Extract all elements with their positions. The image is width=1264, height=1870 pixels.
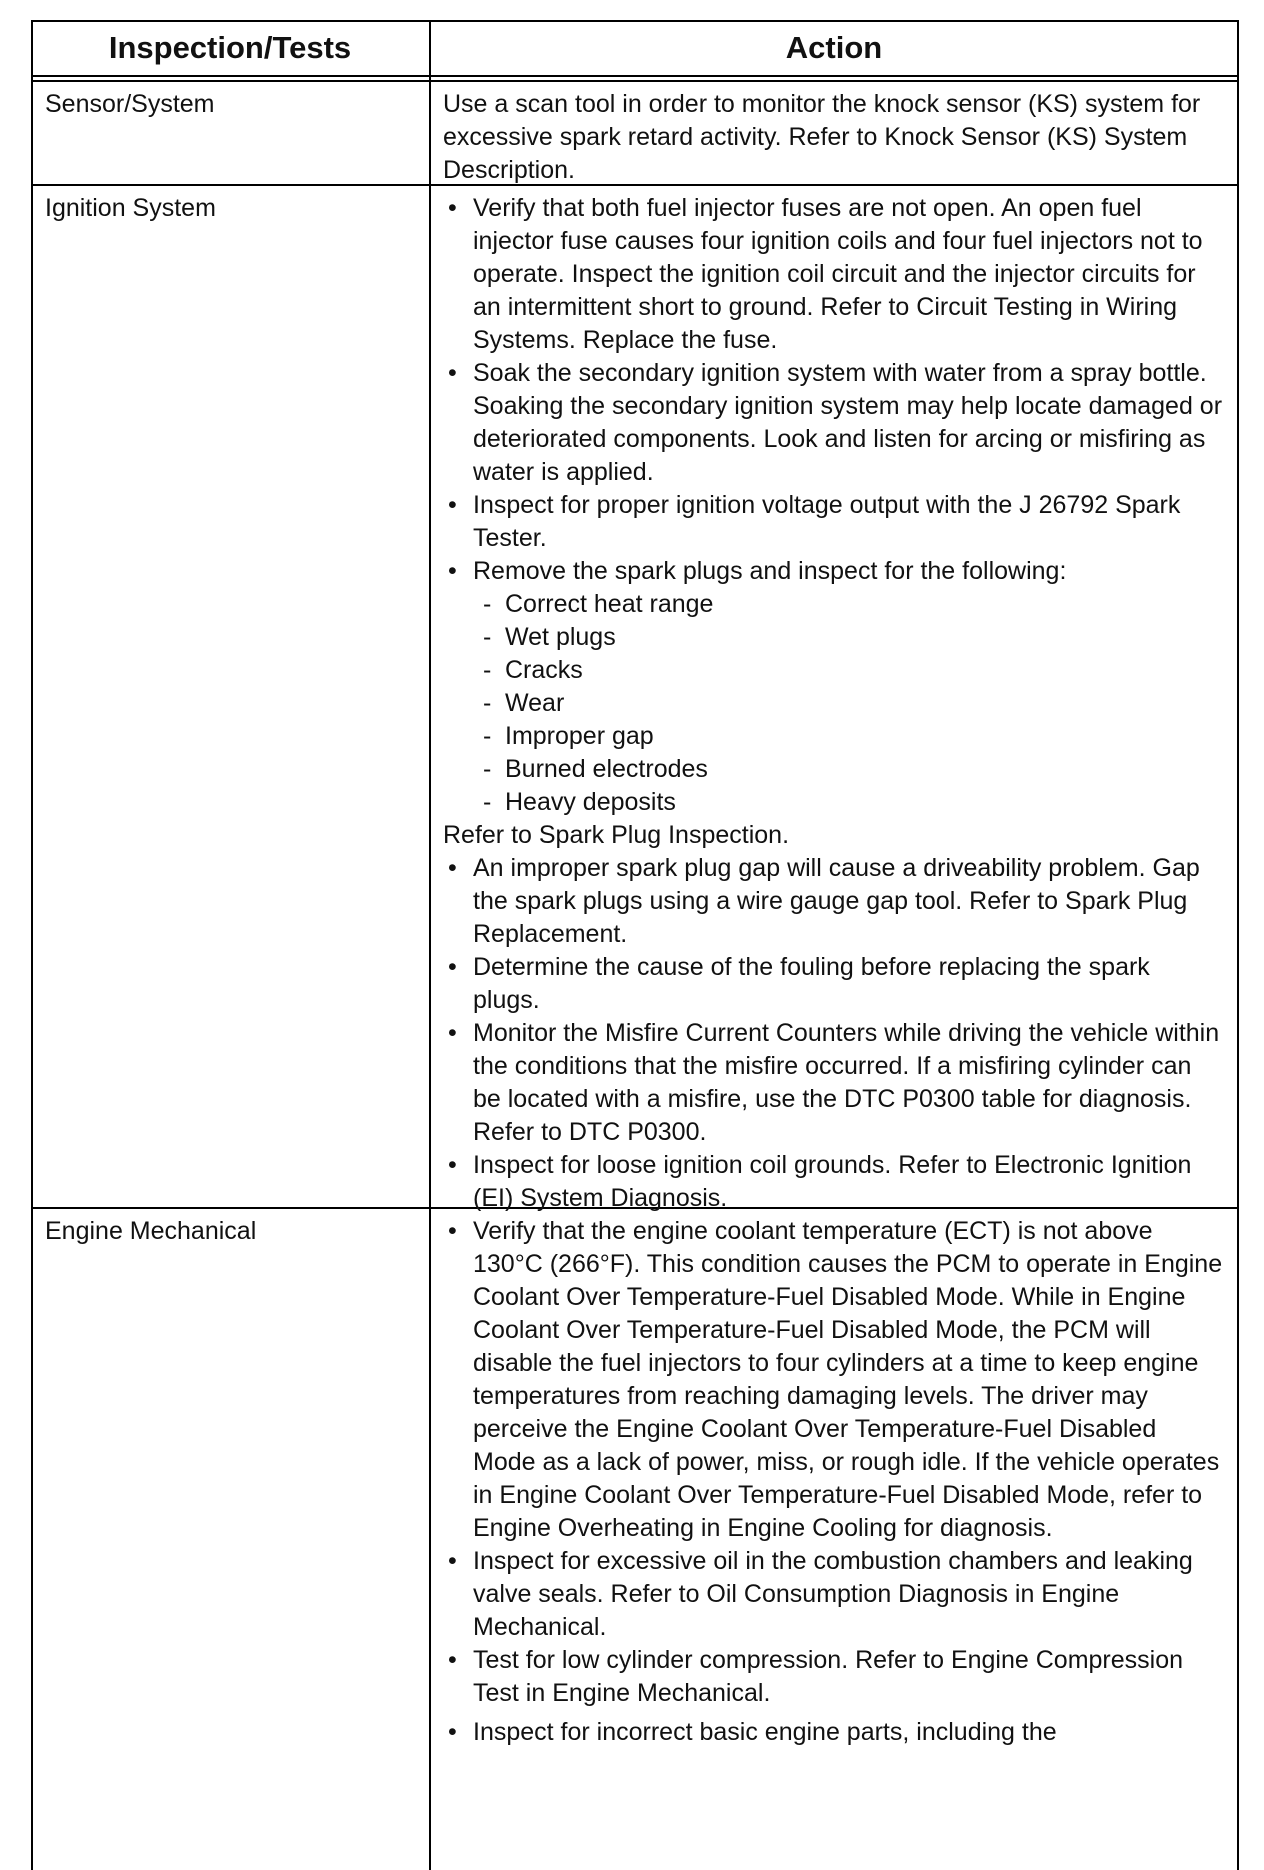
sub-list-item: - Wear [443,687,1223,720]
bullet-icon: • [448,1718,457,1746]
list-item: • An improper spark plug gap will cause a driveability problem. Gap the spark plugs using a wire gauge gap tool. Refer to Spark Plug Replacement. [448,854,1200,948]
row-label-ignition-system: Ignition System [45,194,216,222]
header-rule-lower [31,80,1239,82]
dash-icon: - [483,656,492,684]
action-paragraph: Use a scan tool in order to monitor the knock sensor (KS) system for excessive spark retard activity. Refer to Knock Sensor (KS) System Description. [443,90,1201,184]
table-right-border [1237,20,1239,1870]
sub-list-item: - Burned electrodes [443,753,1223,786]
list-item: • Inspect for incorrect basic engine parts, including the [443,1716,1223,1749]
list-item: • Verify that both fuel injector fuses are not open. An open fuel injector fuse causes four ignition coils and four fuel injectors not to operate. Inspect the ignition coil circuit and the injector circuits for an intermittent short to ground. Refer to Circuit Testing in Wiring Systems. Replace the fuse. [448,194,1203,354]
action-note: Refer to Spark Plug Inspection. [443,821,790,849]
dash-icon: - [483,623,492,651]
row-action-sensor-system [443,88,1223,187]
bullet-icon: • [448,1019,457,1047]
list-item: • Verify that the engine coolant temperature (ECT) is not above 130°C (266°F). This condition causes the PCM to operate in Engine Coolant Over Temperature-Fuel Disabled Mode. While in Engine Coolant Over Temperature-Fuel Disabled Mode, the PCM will disable the fuel injectors to four cylinders at a time to keep engine temperatures from reaching damaging levels. The driver may perceive the Engine Coolant Over Temperature-Fuel Disabled Mode as a lack of power, miss, or rough idle. If the vehicle operates in Engine Coolant Over Temperature-Fuel Disabled Mode, refer to Engine Overheating in Engine Cooling for diagnosis. [448,1217,1223,1542]
sub-list-item: - Wet plugs [443,621,1223,654]
sub-list-item: - Correct heat range [443,588,1223,621]
sub-list-item: - Cracks [443,654,1223,687]
header-action: Action [785,30,883,65]
row-label-sensor-system: Sensor/System [45,90,215,118]
bullet-icon: • [448,491,457,519]
sub-list-item: - Heavy deposits [443,786,1223,819]
dash-icon: - [483,590,492,618]
bullet-icon: • [448,1646,457,1674]
dash-icon: - [483,788,492,816]
dash-icon: - [483,755,492,783]
bullet-icon: • [448,359,457,387]
bullet-icon: • [448,1217,457,1245]
row-action-ignition-system [443,192,1223,1215]
list-item: • Inspect for loose ignition coil grounds. Refer to Electronic Ignition (EI) System Diagnosis. [448,1151,1192,1212]
dash-icon: - [483,722,492,750]
list-item: • Inspect for excessive oil in the combustion chambers and leaking valve seals. Refer to Oil Consumption Diagnosis in Engine Mechanical. [448,1547,1193,1641]
column-divider [429,20,431,1870]
list-item: • Inspect for proper ignition voltage output with the J 26792 Spark Tester. [448,491,1181,552]
bullet-icon: • [448,1151,457,1179]
bullet-icon: • [448,194,457,222]
sub-list-item: - Improper gap [443,720,1223,753]
row-action-engine-mechanical [443,1215,1223,1749]
list-item: • Test for low cylinder compression. Refer to Engine Compression Test in Engine Mechanical. [448,1646,1184,1707]
bullet-icon: • [448,557,457,585]
header-inspection-tests: Inspection/Tests [108,30,352,65]
list-item: • Monitor the Misfire Current Counters while driving the vehicle within the conditions that the misfire occurred. If a misfiring cylinder can be located with a misfire, use the DTC P0300 table for diagnosis. Refer to DTC P0300. [448,1019,1220,1146]
diagnostic-table [31,20,1239,1870]
list-item: • Determine the cause of the fouling before replacing the spark plugs. [448,953,1150,1014]
bullet-icon: • [448,1547,457,1575]
row-label-engine-mechanical: Engine Mechanical [45,1217,257,1245]
bullet-icon: • [448,854,457,882]
list-item: • Remove the spark plugs and inspect for the following: [443,555,1223,588]
list-item: • Soak the secondary ignition system with water from a spray bottle. Soaking the secondary ignition system may help locate damaged or deteriorated components. Look and listen for arcing or misfiring as water is applied. [448,359,1223,486]
table-left-border [31,20,33,1870]
bullet-icon: • [448,953,457,981]
dash-icon: - [483,689,492,717]
